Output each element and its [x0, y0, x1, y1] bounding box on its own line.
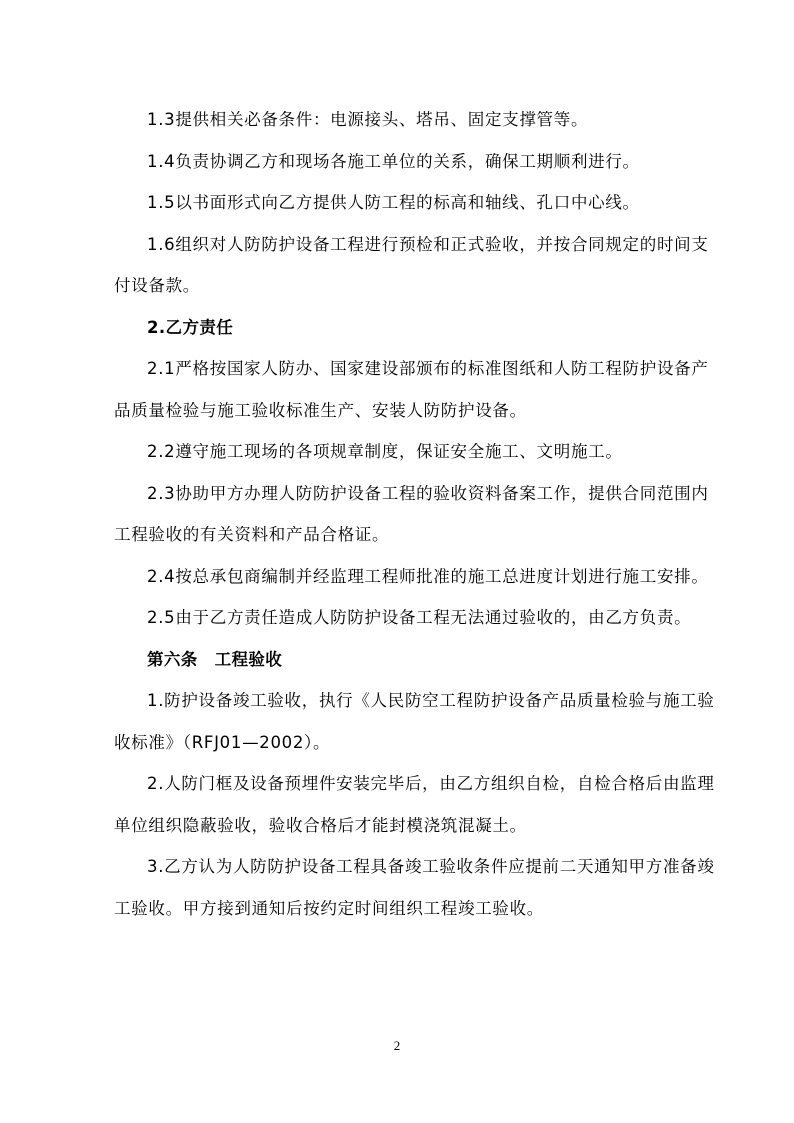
acceptance-item-1: 1.防护设备竣工验收，执行《人民防空工程防护设备产品质量检验与施工验收标准》（RFJ01—2002）。 — [114, 691, 715, 752]
section-heading-party-b-responsibility: 2.乙方责任 — [147, 317, 234, 337]
clause-1-4: 1.4负责协调乙方和现场各施工单位的关系，确保工期顺利进行。 — [147, 151, 640, 171]
clause-1-3: 1.3提供相关必备条件：电源接头、塔吊、固定支撑管等。 — [147, 110, 589, 129]
acceptance-item-3: 3.乙方认为人防防护设备工程具备竣工验收条件应提前二天通知甲方准备竣工验收。甲方接到通知后按约定时间组织工程竣工验收。 — [114, 857, 715, 918]
acceptance-item-2: 2.人防门框及设备预埋件安装完毕后，由乙方组织自检，自检合格后由监理单位组织隐蔽验收，验收合格后才能封模浇筑混凝土。 — [114, 774, 715, 835]
clause-2-1: 2.1严格按国家人防办、国家建设部颁布的标准图纸和人防工程防护设备产品质量检验与施工验收标准生产、安装人防防护设备。 — [114, 359, 709, 420]
page-number: 2 — [393, 1038, 401, 1053]
clause-2-4: 2.4按总承包商编制并经监理工程师批准的施工总进度计划进行施工安排。 — [147, 566, 709, 586]
clause-2-3: 2.3协助甲方办理人防防护设备工程的验收资料备案工作，提供合同范围内工程验收的有关资料和产品合格证。 — [114, 483, 709, 544]
clause-2-2: 2.2遵守施工现场的各项规章制度，保证安全施工、文明施工。 — [147, 442, 623, 461]
clause-1-5: 1.5以书面形式向乙方提供人防工程的标高和轴线、孔口中心线。 — [147, 193, 640, 212]
document-body — [114, 99, 724, 929]
clause-1-6: 1.6组织对人防防护设备工程进行预检和正式验收，并按合同规定的时间支付设备款。 — [114, 234, 709, 295]
article-6-heading: 第六条 工程验收 — [147, 649, 283, 669]
clause-2-5: 2.5由于乙方责任造成人防防护设备工程无法通过验收的，由乙方负责。 — [147, 608, 692, 627]
